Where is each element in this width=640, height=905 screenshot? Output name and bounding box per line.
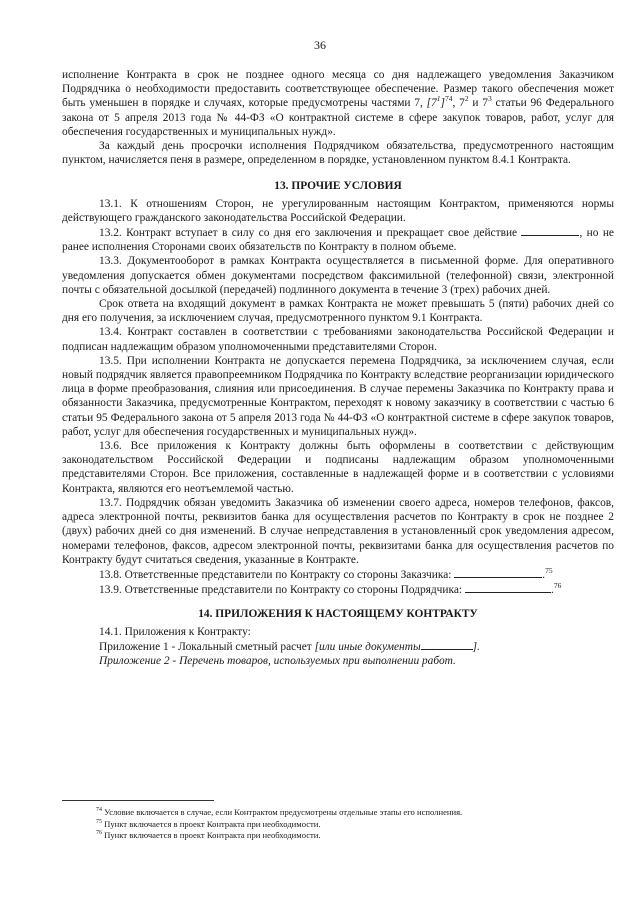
footnote-ref-76: 76 <box>553 581 562 591</box>
clause-13-6: 13.6. Все приложения к Контракту должны быть оформлены в соответствии с действующим законодательством Российской Федерации и подписаны надлежащим образом уполномоченными представителями Сторон. Все приложения, составленные в надлежащей форме и в соответствии с условиями Контракта, являются его неотъемлемой частью. <box>62 440 614 495</box>
clause-13-3: 13.3. Документооборот в рамках Контракта осуществляется в письменной форме. Для оперативного уведомления допускается обмен документами посредством факсимильной (телефонной) связи, электронной почты с обязательной досылкой (передачей) подлинного документа в течение 3 (трех) рабочих дней. <box>62 255 614 296</box>
section-14-title: 14. ПРИЛОЖЕНИЯ К НАСТОЯЩЕМУ КОНТРАКТУ <box>198 608 478 621</box>
fill-blank <box>421 639 473 650</box>
footnote-ref-74: 74 <box>444 94 453 104</box>
footnote-ref-75: 75 <box>545 566 553 576</box>
clause-14-1: 14.1. Приложения к Контракту: <box>99 625 251 638</box>
lead-paragraph: исполнение Контракта в срок не позднее одного месяца со дня надлежащего уведомления Заказчиком Подрядчика о необходимости предоставить соответствующее обеспечение. Размер такого обеспечения может быть уменьшен в порядке и случаях, которые предусмотрены частями 7, $[7^1]^{74}$, $7^2$ и $7^3$ статьи 96 Федерального закона от 5 апреля 2013 года № 44-ФЗ «О контрактной системе в сфере закупок товаров, работ, услуг для обеспечения государственных и муниципальных нужд». <box>62 69 615 138</box>
clause-13-2: 13.2. Контракт вступает в силу со дня его заключения и прекращает свое действие , но не ранее исполнения Сторонами своих обязательств по Контракту в полном объеме. <box>62 227 614 254</box>
fill-blank <box>454 567 542 578</box>
section-13-title: 13. ПРОЧИЕ УСЛОВИЯ <box>274 180 402 193</box>
clause-13-1: 13.1. К отношениям Сторон, не урегулированным настоящим Контрактом, применяются нормы действующего гражданского законодательства Российской Федерации. <box>62 197 614 224</box>
footnote-separator <box>62 800 214 801</box>
clause-13-5: 13.5. При исполнении Контракта не допускается перемена Подрядчика, за исключением случая, если новый подрядчик является правопреемником Подрядчика по Контракту вследствие реорганизации юридического лица в форме преобразования, слияния или присоединения. В случае перемены Заказчика по Контракту права и обязанности Заказчика, предусмотренные Контрактом, переходят к новому заказчику в соответствии с частью 6 статьи 95 Федерального закона от 5 апреля 2013 года № 44-ФЗ «О контрактной системе в сфере закупок товаров, работ, услуг для обеспечения государственных и муниципальных нужд». <box>62 354 614 438</box>
footnotes <box>96 807 616 842</box>
lead-text: исполнение Контракта в срок не позднее одного месяца со дня надлежащего уведомления Заказчиком Подрядчика о необходимости предоставить соответствующее обеспечение. Размер такого обеспечения может быть уменьшен в порядке и случаях, которые предусмотрены частями 7, <box>62 69 614 110</box>
lead-italic-ref: $[7^1]$ <box>426 94 445 110</box>
clause-13-8: 13.8. Ответственные представители по Контракту со стороны Заказчика: .$^{75}$ <box>99 566 553 581</box>
footnote-74: $^{74}$ Условие включается в случае, если Контрактом предусмотрены отдельные этапы его исполнения. <box>96 807 463 817</box>
appendix-2: Приложение 2 - Перечень товаров, используемых при выполнении работ. <box>99 654 456 667</box>
footnote-75: $^{75}$ Пункт включается в проект Контракта при необходимости. <box>96 818 321 829</box>
fill-blank <box>521 225 579 236</box>
footnote-76: $^{76}$ Пункт включается в проект Контракта при необходимости. <box>96 830 321 841</box>
document-body <box>62 68 614 668</box>
page-number: 36 <box>314 38 326 52</box>
clause-13-4: 13.4. Контракт составлен в соответствии с требованиями законодательства Российской Федерации и подписан надлежащим образом уполномоченными представителями Сторон. <box>62 326 614 353</box>
clause-13-9: 13.9. Ответственные представители по Контракту со стороны Подрядчика: .$^{76}$ <box>99 581 562 597</box>
clause-13-3-response: Срок ответа на входящий документ в рамках Контракта не может превышать 5 (пяти) рабочих дней со дня его получения, за исключением случая, предусмотренного пунктом 9.1 Контракта. <box>62 298 614 325</box>
penalty-paragraph: За каждый день просрочки исполнения Подрядчиком обязательства, предусмотренного настоящим пунктом, начисляется пеня в размере, определенном в порядке, установленном пунктом 8.4.1 Контракта. <box>62 140 614 167</box>
clause-13-7: 13.7. Подрядчик обязан уведомить Заказчика об изменении своего адреса, номеров телефонов, факсов, адреса электронной почты, реквизитов банка для осуществления расчетов по Контракту в срок не позднее 2 (двух) рабочих дней со дня изменений. В случае непредставления в установленный срок уведомления адресом, номерами телефонов, факсов, адресом электронной почты, реквизитами банка для осуществления расчетов по Контракту будут считаться сведения, указанные в Контракте. <box>62 496 614 566</box>
appendix-1: Приложение 1 - Локальный сметный расчет [или иные документы ]. <box>99 640 480 653</box>
fill-blank <box>465 582 551 593</box>
